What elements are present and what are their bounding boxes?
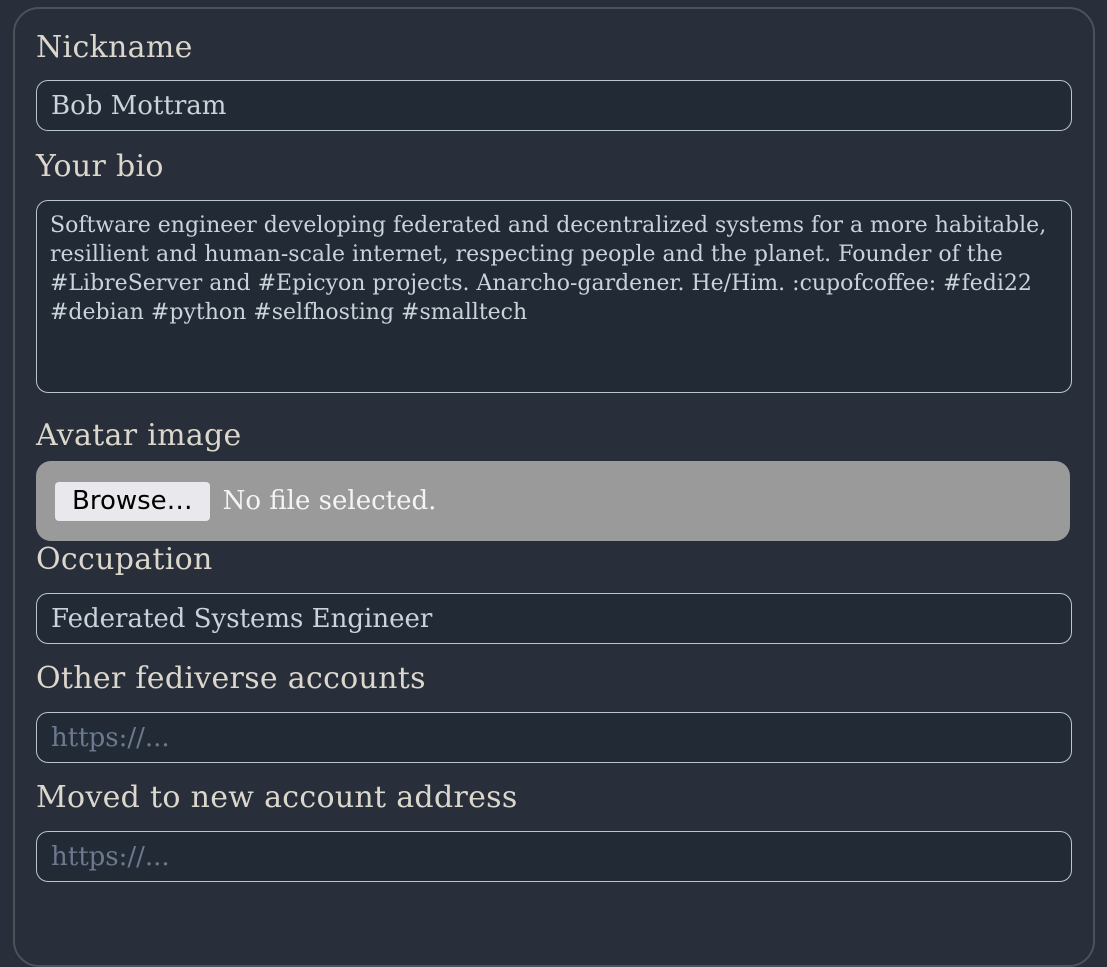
browse-button[interactable]: Browse… <box>55 482 210 521</box>
bio-label: Your bio <box>36 149 164 184</box>
occupation-input[interactable] <box>36 593 1072 644</box>
occupation-label: Occupation <box>36 542 213 577</box>
file-selected-status: No file selected. <box>222 486 437 516</box>
nickname-input[interactable] <box>36 80 1072 131</box>
nickname-label: Nickname <box>36 30 193 65</box>
moved-to-new-account-label: Moved to new account address <box>36 780 518 815</box>
profile-edit-panel <box>13 7 1095 967</box>
other-fediverse-accounts-input[interactable] <box>36 712 1072 763</box>
other-fediverse-accounts-label: Other fediverse accounts <box>36 661 426 696</box>
bio-textarea[interactable] <box>36 200 1072 393</box>
moved-to-new-account-input[interactable] <box>36 831 1072 882</box>
avatar-image-label: Avatar image <box>36 418 242 453</box>
avatar-file-input[interactable] <box>36 461 1070 541</box>
